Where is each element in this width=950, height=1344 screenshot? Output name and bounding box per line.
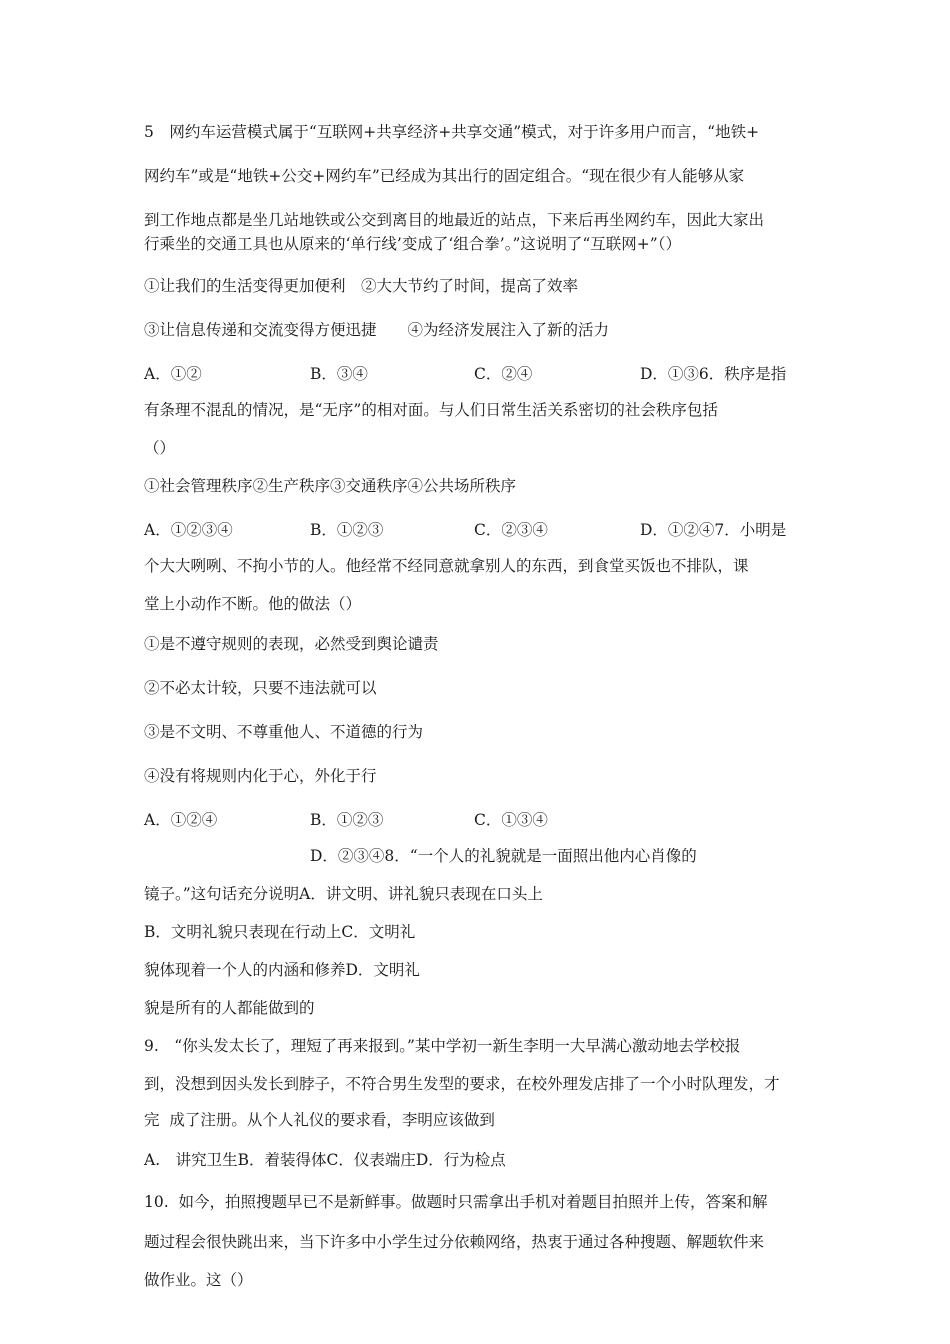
- q6-statement: ①社会管理秩序②生产秩序③交通秩序④公共场所秩序: [144, 477, 517, 495]
- q5-option-a: A．①②: [144, 365, 202, 383]
- q5-option-b: B．③④: [310, 365, 368, 383]
- q9-line-2: 到，没想到因头发长到脖子，不符合男生发型的要求，在校外理发店排了一个小时队理发，才: [144, 1075, 780, 1093]
- q6-option-a: A．①②③④: [144, 521, 233, 539]
- q8-line-2: B．文明礼貌只表现在行动上C．文明礼: [144, 923, 416, 941]
- q5-line-4: 行乘坐的交通工具也从原来的‘单行线’变成了‘组合拳’。”这说明了“互联网+”（）: [144, 235, 681, 253]
- q5-statement-2: ③让信息传递和交流变得方便迅捷 ④为经济发展注入了新的活力: [144, 321, 610, 339]
- q9-line-1: 9. “你头发太长了，理短了再来报到。”某中学初一新生李明一大早满心激动地去学校报: [144, 1037, 741, 1055]
- q10-line-2: 题过程会很快跳出来，当下许多中小学生过分依赖网络，热衷于通过各种搜题、解题软件来: [144, 1233, 765, 1251]
- q8-line-1: 镜子。”这句话充分说明A．讲文明、讲礼貌只表现在口头上: [144, 885, 543, 903]
- q10-line-1: 10. 如今，拍照搜题早已不是新鲜事。做题时只需拿出手机对着题目拍照并上传，答案和解: [144, 1193, 768, 1211]
- q5-option-d: D．①③6．秩序是指: [640, 365, 787, 383]
- q7-option-c: C．①③④: [474, 811, 548, 829]
- q5-line-3: 到工作地点都是坐几站地铁或公交到离目的地最近的站点，下来后再坐网约车，因此大家出: [144, 211, 765, 229]
- q6-option-b: B．①②③: [310, 521, 384, 539]
- q10-line-3: 做作业。这（）: [144, 1271, 253, 1289]
- q9-options: A. 讲究卫生B．着装得体C．仪表端庄D．行为检点: [144, 1151, 506, 1169]
- q7-option-d: D．②③④8．“一个人的礼貌就是一面照出他内心肖像的: [310, 847, 697, 865]
- q7-option-a: A．①②④: [144, 811, 218, 829]
- q7-statement-1: ①是不遵守规则的表现，必然受到舆论谴责: [144, 635, 439, 653]
- q6-option-d: D．①②④7．小明是: [640, 521, 787, 539]
- q7-statement-4: ④没有将规则内化于心，外化于行: [144, 767, 377, 785]
- q6-line-2: （）: [144, 439, 176, 457]
- q7-line-2: 堂上小动作不断。他的做法（）: [144, 595, 362, 613]
- q7-option-b: B．①②③: [310, 811, 384, 829]
- q5-line-2: 网约车”或是“地铁+公交+网约车”已经成为其出行的固定组合。“现在很少有人能够从家: [144, 167, 745, 185]
- q8-line-4: 貌是所有的人都能做到的: [144, 999, 315, 1017]
- q6-line-1: 有条理不混乱的情况，是“无序”的相对面。与人们日常生活关系密切的社会秩序包括: [144, 401, 718, 419]
- q7-statement-3: ③是不文明、不尊重他人、不道德的行为: [144, 723, 424, 741]
- q6-option-c: C．②③④: [474, 521, 548, 539]
- q5-line-1: 5 网约车运营模式属于“互联网+共享经济+共享交通”模式，对于许多用户而言，“地铁+: [144, 123, 760, 141]
- q5-option-c: C．②④: [474, 365, 533, 383]
- q5-statement-1: ①让我们的生活变得更加便利 ②大大节约了时间，提高了效率: [144, 277, 579, 295]
- q7-line-1: 个大大咧咧、不拘小节的人。他经常不经同意就拿别人的东西，到食堂买饭也不排队，课: [144, 557, 749, 575]
- q7-statement-2: ②不必太计较，只要不违法就可以: [144, 679, 377, 697]
- q8-line-3: 貌体现着一个人的内涵和修养D．文明礼: [144, 961, 420, 979]
- q9-line-3: 完 成了注册。从个人礼仪的要求看，李明应该做到: [144, 1111, 495, 1129]
